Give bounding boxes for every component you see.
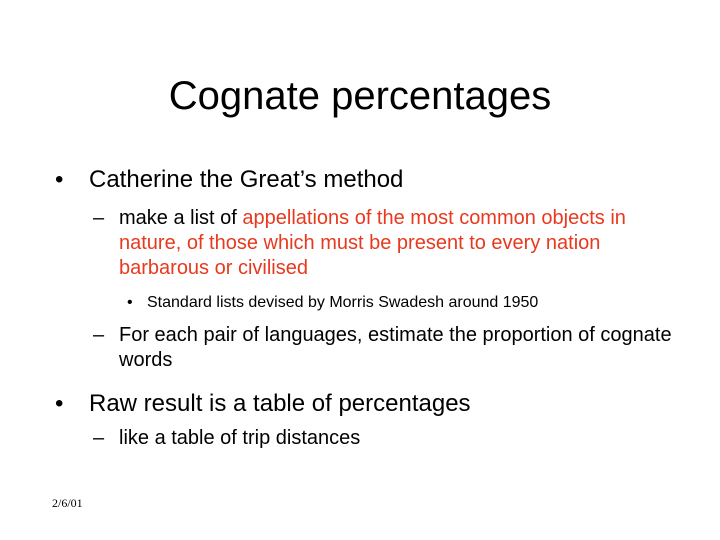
- bullet-text: Catherine the Great’s method: [89, 166, 404, 193]
- bullet-dot-small: •: [127, 294, 133, 311]
- sub-bullet-item: [93, 426, 693, 451]
- sub-sub-bullet-item: [127, 293, 707, 313]
- slide-title: Cognate percentages: [168, 74, 552, 118]
- bullet-dash: –: [93, 324, 105, 346]
- sub-bullet-text: For each pair of languages, estimate the proportion of cognate words: [119, 324, 672, 371]
- bullet-dash: –: [93, 427, 105, 449]
- sub-bullet-item: [93, 323, 693, 373]
- sub-bullet-item: [93, 206, 693, 281]
- bullet-dot: •: [55, 390, 64, 417]
- bullet-text: Raw result is a table of percentages: [89, 390, 471, 417]
- sub-sub-bullet-text: Standard lists devised by Morris Swadesh around 1950: [147, 294, 539, 311]
- footer-date: 2/6/01: [52, 496, 83, 510]
- sub-bullet-text: like a table of trip distances: [119, 427, 361, 449]
- bullet-item: [55, 165, 695, 195]
- sub-bullet-text: [93, 206, 693, 281]
- sub-bullet-text-plain: make a list of: [119, 207, 243, 229]
- bullet-item: [55, 389, 695, 419]
- bullet-dash: –: [93, 207, 105, 229]
- sub-bullet-text-accent: appellations of the most common objects in nature, of those which must be present to every nation barbarous or civilised: [119, 207, 626, 279]
- bullet-dot: •: [55, 166, 64, 193]
